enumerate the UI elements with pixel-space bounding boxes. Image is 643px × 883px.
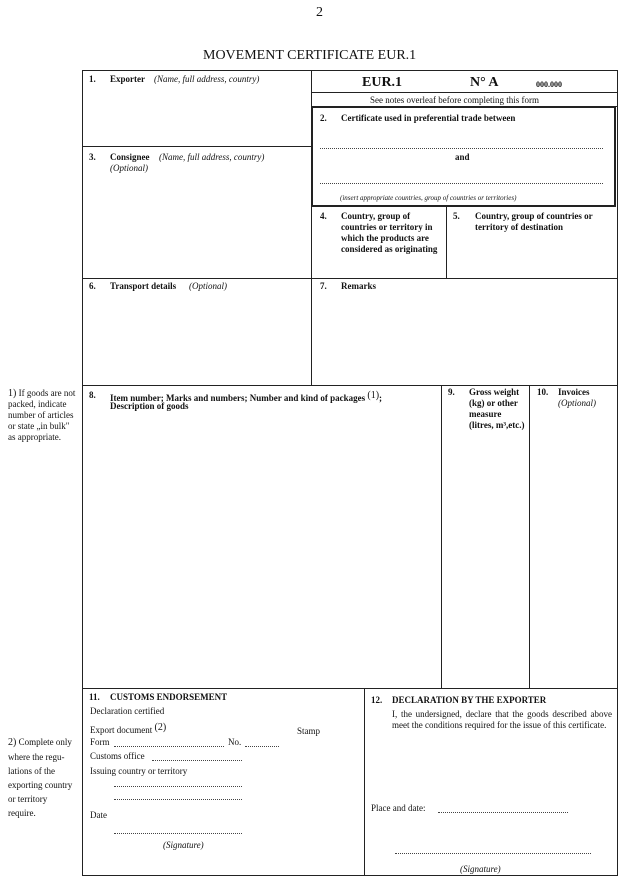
divider-v-box45 <box>446 207 447 279</box>
box-11-form-field[interactable] <box>114 746 224 747</box>
box-1-label: Exporter <box>110 74 145 84</box>
box-6-hint: (Optional) <box>189 281 227 291</box>
box-11-export-ref: (2) <box>154 722 167 733</box>
box-6-label: Transport details <box>110 281 177 291</box>
page-number: 2 <box>316 5 323 20</box>
divider-h-box11 <box>82 688 617 689</box>
box-1-number: 1. <box>89 74 96 84</box>
box-11-no-field[interactable] <box>245 746 279 747</box>
side-note-1 <box>8 388 76 443</box>
box-8-label-text: Item number; Marks and numbers; Number and kind of packages <box>110 393 366 403</box>
side-note-1-text: If goods are not packed, indicate number of articles or state „in bulk" as appropriate. <box>8 388 76 442</box>
box-11-issuing: Issuing country or territory <box>90 766 188 776</box>
box-11-label: CUSTOMS ENDORSEMENT <box>110 692 228 702</box>
notes-overleaf: See notes overleaf before completing this form <box>370 95 539 105</box>
box-11-export-document-text: Export document <box>90 725 153 735</box>
box-10-label: Invoices <box>558 387 590 397</box>
box-2-hint: (insert appropriate countries, group of countries or territories) <box>340 194 517 202</box>
box-2-label: Certificate used in preferential trade between <box>341 113 516 123</box>
box-7-label: Remarks <box>341 281 376 291</box>
box-2-dotline-2 <box>320 183 603 184</box>
box-10-number: 10. <box>537 387 549 397</box>
box-2-and: and <box>455 152 470 162</box>
box-10-optional: (Optional) <box>558 398 596 408</box>
side-note-1-ref: 1) <box>8 388 17 399</box>
side-note-2-ref: 2) <box>8 737 17 748</box>
box-8-number: 8. <box>89 390 96 400</box>
box-5-label: Country, group of countries or territory of destination <box>475 211 593 232</box>
box-12-number: 12. <box>371 695 383 705</box>
box-12-signature: (Signature) <box>460 864 501 874</box>
box-11-date: Date <box>90 810 107 820</box>
box-3-hint: (Name, full address, country) <box>159 152 265 162</box>
side-note-2-text: Complete only where the regu-lations of the exporting country or territory require. <box>8 737 73 818</box>
box-2-dotline-1 <box>320 148 603 149</box>
box-3-number: 3. <box>89 152 96 162</box>
divider-h-box1 <box>82 146 311 147</box>
box-11-customs-office-field[interactable] <box>152 760 242 761</box>
box-11-signature-line[interactable] <box>114 833 242 834</box>
box-12-place-date: Place and date: <box>371 803 426 813</box>
box-12-label: DECLARATION BY THE EXPORTER <box>392 695 547 705</box>
box-2-number: 2. <box>320 113 327 123</box>
box-11-form: Form <box>90 737 110 747</box>
box-11-no: No. <box>228 737 242 747</box>
divider-h-box67 <box>82 278 617 279</box>
box-3-label: Consignee <box>110 152 150 162</box>
form-title: MOVEMENT CERTIFICATE EUR.1 <box>203 48 417 63</box>
box-9-number: 9. <box>448 387 455 397</box>
box-12-text: I, the undersigned, declare that the goods described above meet the conditions required for the issue of this certificate. <box>392 709 612 730</box>
box-7-number: 7. <box>320 281 327 291</box>
divider-v-box9 <box>441 385 442 689</box>
box-11-customs-office: Customs office <box>90 751 145 761</box>
box-4-label: Country, group of countries or territory in which the products are considered as originating <box>341 211 438 254</box>
eur1-label: EUR.1 <box>362 75 403 90</box>
box-11-signature: (Signature) <box>163 840 204 850</box>
box-11-export-document <box>90 722 166 736</box>
divider-h-box8 <box>82 385 617 386</box>
box-8-semicolon: ; <box>379 393 383 403</box>
box-11-declaration: Declaration certified <box>90 706 165 716</box>
box-1-hint: (Name, full address, country) <box>154 74 260 84</box>
box-9-label: Gross weight (kg) or other measure (litres, m³,etc.) <box>469 387 525 430</box>
box-4-number: 4. <box>320 211 327 221</box>
serial-number: 000.000 <box>536 80 562 89</box>
box-11-issuing-field-1[interactable] <box>114 786 242 787</box>
divider-h-header <box>311 92 617 93</box>
box-8-ref: (1) <box>367 390 380 401</box>
serial-prefix: N° A <box>470 75 499 90</box>
box-11-issuing-field-2[interactable] <box>114 799 242 800</box>
box-12-signature-line[interactable] <box>395 853 591 854</box>
box-5-number: 5. <box>453 211 460 221</box>
box-12-place-date-field[interactable] <box>438 812 568 813</box>
divider-v-box10 <box>529 385 530 689</box>
side-note-2 <box>8 735 74 820</box>
box-8-label-2: Description of goods <box>110 401 189 411</box>
box-11-stamp: Stamp <box>297 726 321 736</box>
box-11-number: 11. <box>89 692 100 702</box>
box-6-number: 6. <box>89 281 96 291</box>
divider-v-box12 <box>364 688 365 875</box>
box-3-optional: (Optional) <box>110 163 148 173</box>
